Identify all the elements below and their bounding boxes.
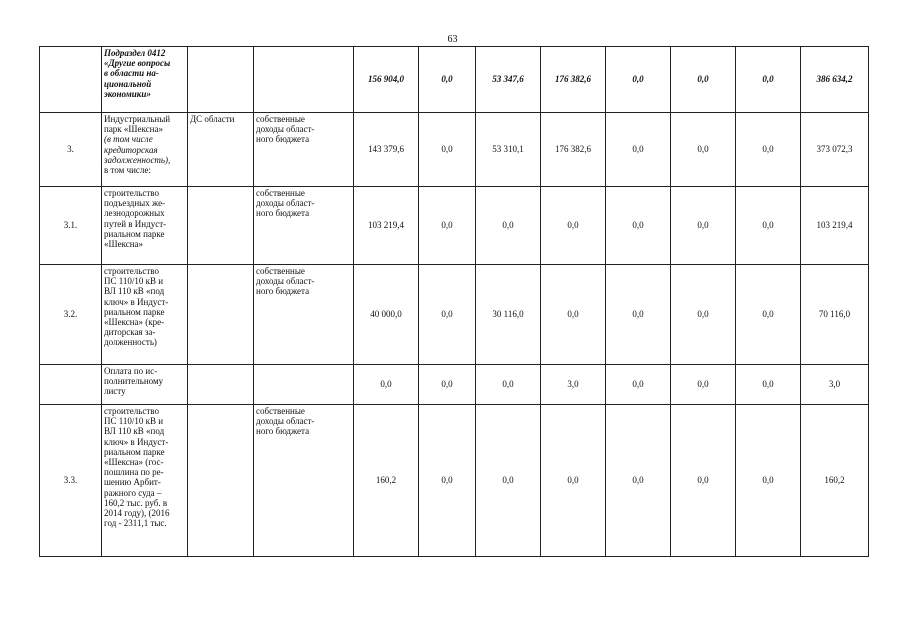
value-cell: 0,0 (736, 405, 801, 557)
cell-text-line: ключ» в Индуст- (104, 296, 169, 307)
cell-text-line: собственные (256, 114, 305, 124)
index-cell: 3.2. (40, 265, 102, 365)
subsection-name-line: циональной (104, 78, 152, 89)
cell-text-line: лезнодорожных (104, 208, 165, 219)
name-cell (102, 113, 188, 187)
cell-text-line: ВЛ 110 кВ «под (104, 426, 165, 437)
value-cell: 0,0 (606, 187, 671, 265)
value-cell: 0,0 (671, 405, 736, 557)
cell-text-line: путей в Индуст- (104, 218, 167, 229)
value-cell: 0,0 (419, 187, 476, 265)
value-cell: 0,0 (736, 265, 801, 365)
table-row (40, 265, 869, 365)
value-cell: 53 310,1 (476, 113, 541, 187)
cell-text-line: ПС 110/10 кВ и (104, 276, 164, 287)
subsection-name-line: экономики» (104, 88, 151, 99)
cell-text-line: ПС 110/10 кВ и (104, 416, 164, 427)
cell-text-line: риальном парке (104, 306, 165, 317)
cell-text-line: год - 2311,1 тыс. (104, 518, 167, 529)
value-cell: 0,0 (419, 47, 476, 113)
budget-table (39, 46, 869, 557)
cell-text-line: шению Арбит- (104, 477, 161, 488)
cell-text-line: 160,2 тыс. руб. в (104, 497, 168, 508)
cell-text-line: 2014 году), (2016 (104, 508, 170, 519)
subsection-name-cell (102, 47, 188, 113)
value-cell: 386 634,2 (801, 47, 869, 113)
value-cell: 0,0 (671, 113, 736, 187)
value-cell: 0,0 (671, 187, 736, 265)
value-cell: 160,2 (354, 405, 419, 557)
cell-text-line: долженность) (104, 337, 157, 348)
cell-text-line: ражного суда – (104, 487, 162, 498)
subsection-name-line: в области на- (104, 68, 159, 79)
source-cell (254, 113, 354, 187)
table-row (40, 365, 869, 405)
value-cell: 0,0 (671, 265, 736, 365)
table-row (40, 405, 869, 557)
value-cell: 0,0 (606, 113, 671, 187)
value-cell: 0,0 (736, 113, 801, 187)
executor-cell (188, 187, 254, 265)
cell-text-line: «Шексна» (кре- (104, 317, 165, 328)
cell-text-line: пошлина по ре- (104, 467, 164, 478)
index-cell: 3.3. (40, 405, 102, 557)
value-cell: 0,0 (606, 265, 671, 365)
cell-text-line: Индустриальный (104, 114, 171, 124)
subsection-name-line: Подраздел 0412 (104, 48, 166, 58)
value-cell: 156 904,0 (354, 47, 419, 113)
cell-text-line: кредиторская (104, 144, 158, 155)
cell-text-line: ного бюджета (256, 134, 310, 145)
value-cell: 0,0 (354, 365, 419, 405)
index-cell: 3. (40, 113, 102, 187)
value-cell: 30 116,0 (476, 265, 541, 365)
cell-text-line: строительство (104, 188, 159, 198)
cell-text-line: доходы област- (256, 276, 315, 287)
index-cell (40, 47, 102, 113)
value-cell: 0,0 (671, 47, 736, 113)
value-cell: 0,0 (476, 365, 541, 405)
cell-text-line: риальном парке (104, 446, 165, 457)
cell-text-line: «Шексна» (104, 239, 144, 250)
table-row (40, 113, 869, 187)
cell-text-line: (в том числе (104, 134, 153, 145)
cell-text-line: доходы област- (256, 124, 315, 135)
value-cell: 0,0 (606, 365, 671, 405)
value-cell: 103 219,4 (354, 187, 419, 265)
value-cell: 0,0 (419, 365, 476, 405)
cell-text-line: ного бюджета (256, 286, 310, 297)
name-cell (102, 365, 188, 405)
cell-text-line: доходы област- (256, 198, 315, 209)
value-cell: 143 379,6 (354, 113, 419, 187)
source-cell (254, 47, 354, 113)
value-cell: 0,0 (606, 47, 671, 113)
page-number: 63 (447, 34, 458, 45)
cell-text-line: строительство (104, 406, 159, 416)
cell-text-line: ВЛ 110 кВ «под (104, 286, 165, 297)
subsection-name-line: «Другие вопросы (104, 58, 171, 69)
cell-text-line: в том числе: (104, 165, 151, 176)
value-cell: 0,0 (419, 405, 476, 557)
executor-cell (188, 47, 254, 113)
name-cell (102, 187, 188, 265)
value-cell: 3,0 (801, 365, 869, 405)
executor-cell: ДС области (188, 113, 254, 187)
value-cell: 0,0 (476, 405, 541, 557)
table-row (40, 187, 869, 265)
value-cell: 0,0 (736, 365, 801, 405)
value-cell: 176 382,6 (541, 113, 606, 187)
cell-text-line: доходы област- (256, 416, 315, 427)
name-cell (102, 405, 188, 557)
value-cell: 160,2 (801, 405, 869, 557)
cell-text-line: строительство (104, 266, 159, 276)
source-cell (254, 187, 354, 265)
cell-text-line: собственные (256, 188, 305, 198)
executor-cell (188, 265, 254, 365)
executor-cell (188, 365, 254, 405)
cell-text-line: «Шексна» (гос- (104, 457, 164, 468)
cell-text-line: подъездных же- (104, 198, 166, 209)
cell-text-line: ного бюджета (256, 208, 310, 219)
executor-cell (188, 405, 254, 557)
value-cell: 0,0 (671, 365, 736, 405)
cell-text-line: риальном парке (104, 228, 165, 239)
value-cell: 373 072,3 (801, 113, 869, 187)
value-cell: 3,0 (541, 365, 606, 405)
value-cell: 40 000,0 (354, 265, 419, 365)
value-cell: 0,0 (541, 187, 606, 265)
cell-text-line: полнительному (104, 376, 164, 387)
cell-text-line: Оплата по ис- (104, 366, 158, 376)
index-cell: 3.1. (40, 187, 102, 265)
value-cell: 0,0 (541, 405, 606, 557)
value-cell: 103 219,4 (801, 187, 869, 265)
index-cell (40, 365, 102, 405)
value-cell: 176 382,6 (541, 47, 606, 113)
source-cell (254, 405, 354, 557)
value-cell: 0,0 (419, 113, 476, 187)
value-cell: 0,0 (541, 265, 606, 365)
value-cell: 70 116,0 (801, 265, 869, 365)
cell-text-line: задолженность), (104, 154, 171, 165)
cell-text-line: ключ» в Индуст- (104, 436, 169, 447)
subsection-row (40, 47, 869, 113)
cell-text-line: диторская за- (104, 327, 156, 338)
value-cell: 0,0 (606, 405, 671, 557)
table-body (40, 47, 869, 557)
cell-text-line: парк «Шексна» (104, 124, 163, 135)
cell-text-line: листу (104, 386, 126, 397)
cell-text-line: ного бюджета (256, 426, 310, 437)
value-cell: 53 347,6 (476, 47, 541, 113)
name-cell (102, 265, 188, 365)
cell-text-line: собственные (256, 406, 305, 416)
value-cell: 0,0 (736, 187, 801, 265)
source-cell (254, 365, 354, 405)
cell-text-line: собственные (256, 266, 305, 276)
value-cell: 0,0 (736, 47, 801, 113)
value-cell: 0,0 (476, 187, 541, 265)
value-cell: 0,0 (419, 265, 476, 365)
source-cell (254, 265, 354, 365)
